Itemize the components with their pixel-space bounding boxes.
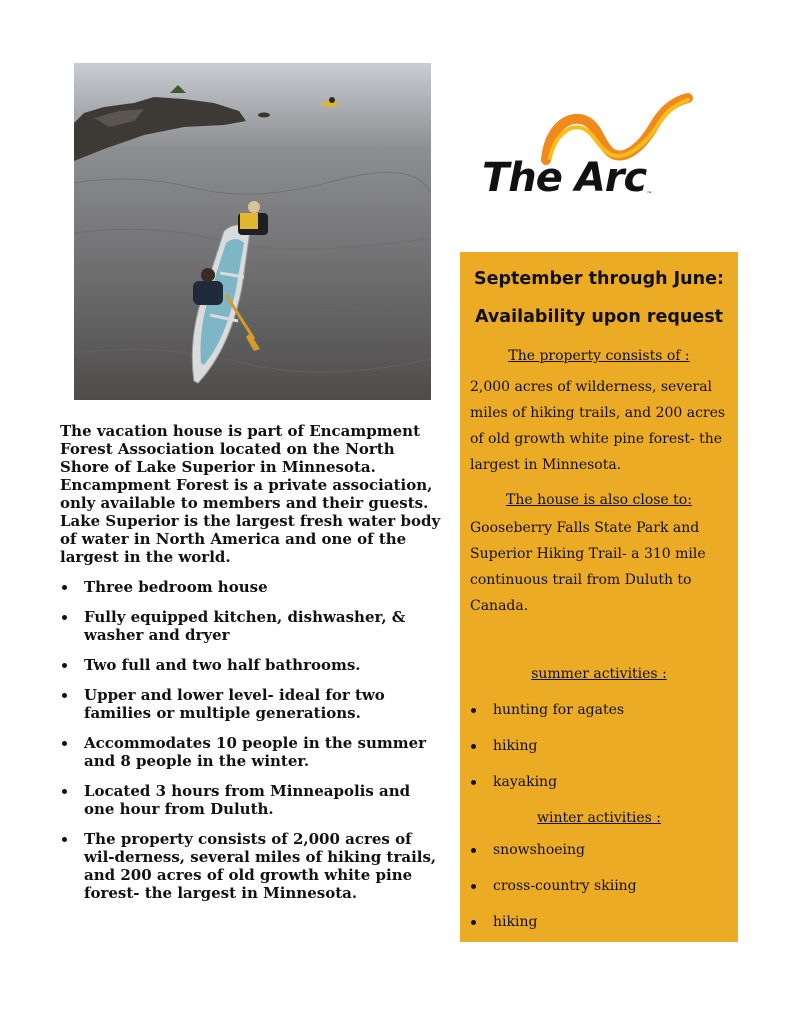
availability-panel — [460, 252, 738, 942]
list-item: hiking — [470, 909, 728, 935]
property-text: 2,000 acres of wilderness, several miles of hiking trails, and 200 acres of old growth white pine forest- the largest in Minnesota. — [470, 379, 726, 473]
house-description — [60, 422, 444, 914]
the-arc-logo — [480, 92, 705, 212]
list-item: hunting for agates — [470, 697, 728, 723]
list-item: Three bedroom house — [60, 578, 444, 596]
list-item: kayaking — [470, 769, 728, 795]
close-to-heading: The house is also close to: — [506, 492, 692, 508]
canoe-photo — [74, 63, 431, 400]
winter-activities-heading: winter activities : — [537, 810, 661, 826]
list-item: snowshoeing — [470, 837, 728, 863]
list-item: Upper and lower level- ideal for two families or multiple generations. — [60, 686, 444, 722]
list-item: Located 3 hours from Minneapolis and one hour from Duluth. — [60, 782, 444, 818]
list-item: cross-country skiing — [470, 873, 728, 899]
list-item: hiking — [470, 733, 728, 759]
panel-title: September through June: Availability upon request — [474, 269, 724, 327]
list-item: The property consists of 2,000 acres of wil-derness, several miles of hiking trails, and 200 acres of old growth white pine forest- the largest in Minnesota. — [60, 830, 444, 902]
close-to-text: Gooseberry Falls State Park and Superior Hiking Trail- a 310 mile continuous trail from Duluth to Canada. — [470, 520, 706, 614]
intro-paragraph: The vacation house is part of Encampment Forest Association located on the North Shore of Lake Superior in Minnesota. Encampment Forest is a private association, only available to members and their guests. Lake Superior is the largest fresh water body of water in North America and one of the largest in the world. — [60, 422, 441, 566]
property-heading: The property consists of : — [508, 348, 690, 364]
logo-wordmark: The Arc™ — [482, 155, 652, 201]
feature-list — [60, 578, 444, 902]
list-item: Fully equipped kitchen, dishwasher, & washer and dryer — [60, 608, 444, 644]
summer-activities-list — [470, 697, 728, 795]
winter-activities-list — [470, 837, 728, 935]
list-item: Accommodates 10 people in the summer and 8 people in the winter. — [60, 734, 444, 770]
list-item: Two full and two half bathrooms. — [60, 656, 444, 674]
summer-activities-heading: summer activities : — [531, 666, 667, 682]
